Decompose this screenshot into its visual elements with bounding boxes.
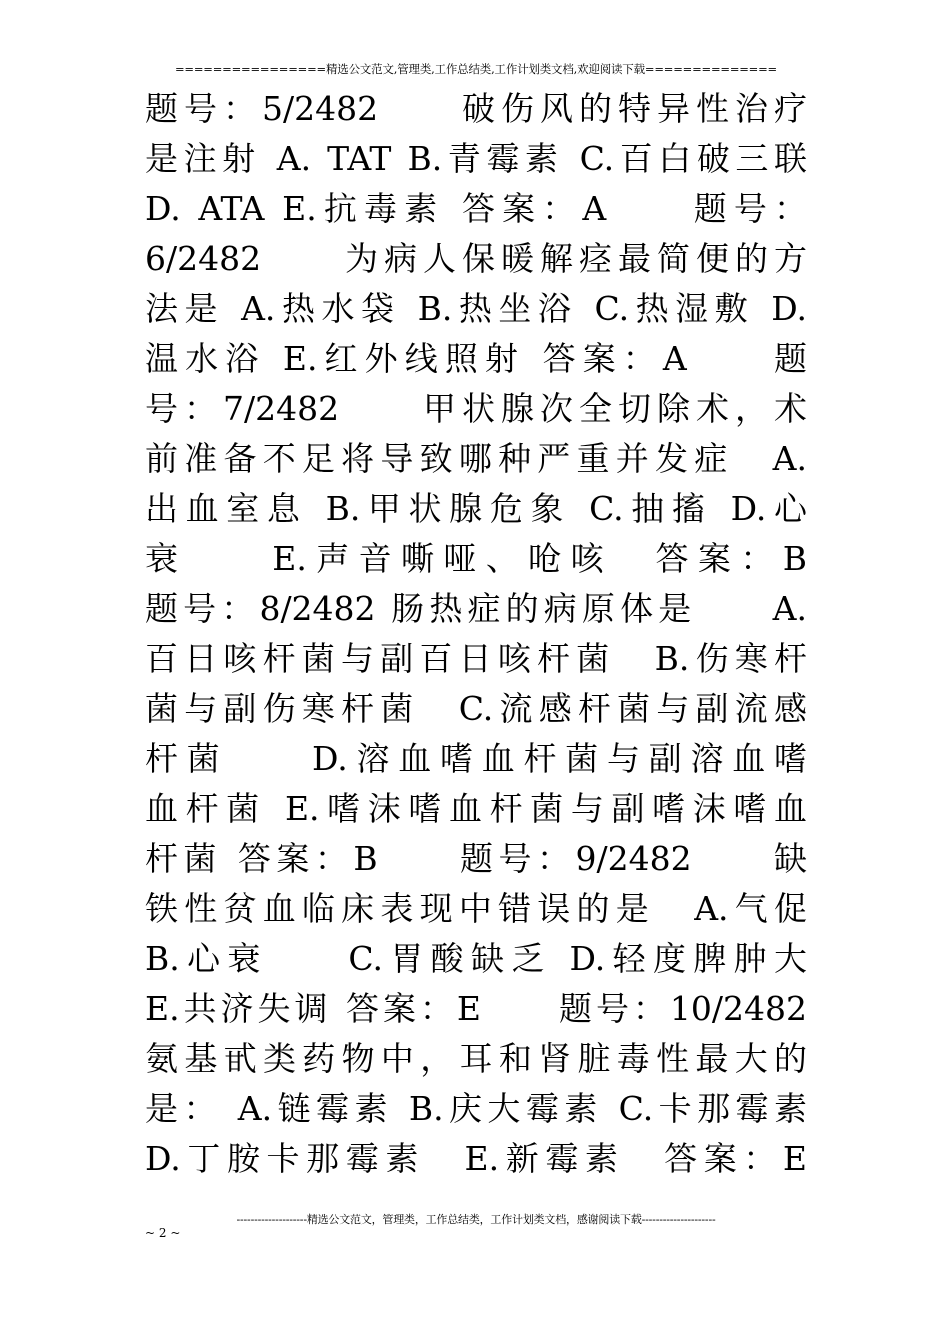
- document-body: [145, 84, 807, 1184]
- text-line: 血杆菌 E.嗜沫嗜血杆菌与副嗜沫嗜血: [145, 789, 807, 828]
- text-line: 温水浴 E.红外线照射 答案：A 题: [145, 339, 807, 378]
- text-line: B.心衰 C.胃酸缺乏 D.轻度脾肿大: [145, 939, 807, 978]
- text-line: 题号：5/2482 破伤风的特异性治疗: [145, 89, 807, 128]
- text-line: 法是 A.热水袋 B.热坐浴 C.热湿敷 D.: [145, 289, 807, 328]
- text-line: E.共济失调 答案：E 题号：10/2482: [145, 989, 807, 1028]
- text-line: 是： A.链霉素 B.庆大霉素 C.卡那霉素: [145, 1089, 807, 1128]
- text-line: 菌与副伤寒杆菌 C.流感杆菌与副流感: [145, 689, 807, 728]
- page-number: ~ 2 ~: [145, 1226, 181, 1240]
- text-line: 杆菌 D.溶血嗜血杆菌与副溶血嗜: [145, 739, 807, 778]
- text-line: 百日咳杆菌与副百日咳杆菌 B.伤寒杆: [145, 639, 807, 678]
- text-line: 铁性贫血临床表现中错误的是 A.气促: [145, 889, 807, 928]
- text-line: 出血室息 B.甲状腺危象 C.抽搐 D.心: [145, 489, 807, 528]
- text-line: D.丁胺卡那霉素 E.新霉素 答案：E: [145, 1139, 807, 1178]
- text-line: 6/2482 为病人保暖解痉最简便的方: [145, 239, 807, 278]
- text-line: 号：7/2482 甲状腺次全切除术，术: [145, 389, 807, 428]
- text-line: 杆菌 答案：B 题号：9/2482 缺: [145, 839, 807, 878]
- text-line: 衰 E.声音嘶哑、呛咳 答案：B: [145, 539, 807, 578]
- footer-banner: --------------------精选公文范文，管理类，工作总结类，工作计划类文档，感谢阅读下载---------------------: [236, 1213, 716, 1226]
- text-line: 氨基甙类药物中，耳和肾脏毒性最大的: [145, 1039, 807, 1078]
- header-banner: ================精选公文范文,管理类,工作总结类,工作计划类文档,欢迎阅读下载==============: [175, 62, 777, 76]
- text-line: 前准备不足将导致哪种严重并发症 A.: [145, 439, 807, 478]
- text-line: 题号：8/2482 肠热症的病原体是 A.: [145, 589, 807, 628]
- text-line: D. ATA E.抗毒素 答案：A 题号：: [145, 189, 807, 228]
- text-line: 是注射 A. TAT B.青霉素 C.百白破三联: [145, 139, 807, 178]
